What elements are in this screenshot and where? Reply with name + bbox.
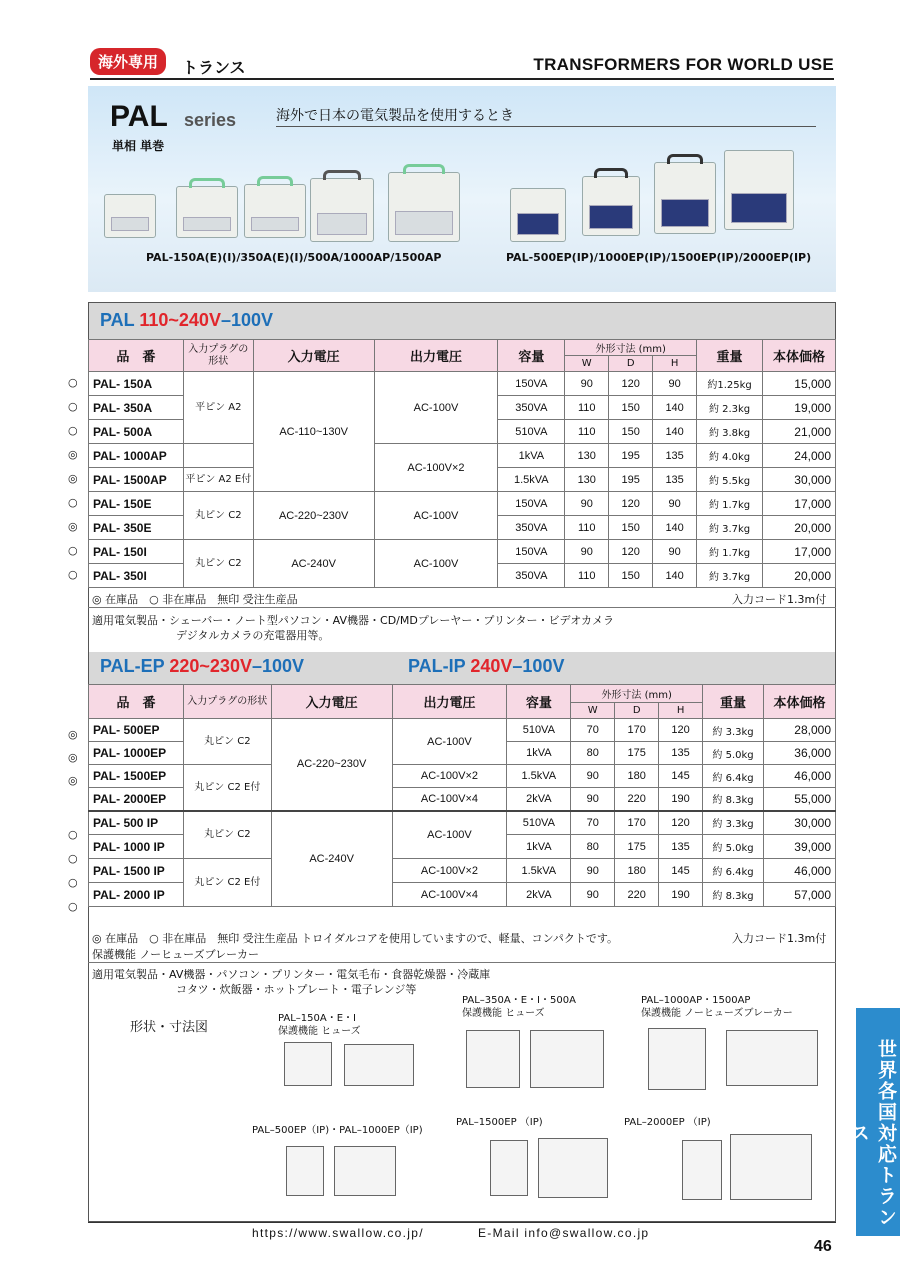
weight-cell: 約 6.4kg <box>703 859 764 883</box>
drawing2-label <box>462 994 576 1020</box>
e-suffix: E付 <box>244 781 261 793</box>
model-cell: PAL- 500 IP <box>89 811 184 835</box>
price-cell: 57,000 <box>764 883 836 907</box>
capacity-cell: 150VA <box>498 492 565 516</box>
model-cell: PAL- 1000EP <box>89 742 184 765</box>
plug-cell: 丸ピン C2 <box>183 540 253 588</box>
w-cell: 70 <box>571 719 615 742</box>
table-row <box>89 492 836 516</box>
category-en: TRANSFORMERS FOR WORLD USE <box>533 55 834 74</box>
series-suffix: series <box>184 110 237 130</box>
section2-cord-note: 入力コード1.3m付 <box>732 932 827 945</box>
w-cell: 80 <box>571 835 615 859</box>
stock-mark: ○ <box>68 544 78 557</box>
banner-subtitle: 海外で日本の電気製品を使用するとき <box>276 108 514 124</box>
section1-title-out: –100V <box>220 310 274 330</box>
plug-cell: 丸ピン C2 <box>183 811 271 859</box>
plug-c2-label: 丸ピン C2 <box>194 877 241 888</box>
model-cell: PAL- 500EP <box>89 719 184 742</box>
plug-cell <box>183 765 271 811</box>
th-input: 入力電圧 <box>271 685 392 719</box>
h-cell: 140 <box>653 564 697 588</box>
product-photo-1500ep <box>654 162 716 234</box>
h-cell: 135 <box>659 835 703 859</box>
footer-rule <box>88 1222 836 1223</box>
h-cell: 90 <box>653 372 697 396</box>
drawing6-title: PAL–2000EP （IP) <box>624 1117 711 1128</box>
input-cell: AC-220~230V <box>271 719 392 811</box>
price-cell: 30,000 <box>763 468 836 492</box>
weight-cell: 約 4.0kg <box>697 444 763 468</box>
table-row <box>89 444 836 468</box>
price-cell: 30,000 <box>764 811 836 835</box>
th-weight: 重量 <box>697 340 763 372</box>
plug-cell-empty <box>183 444 253 468</box>
capacity-cell: 510VA <box>507 719 571 742</box>
overseas-badge: 海外専用 <box>90 48 166 75</box>
d-cell: 180 <box>615 859 659 883</box>
drawing1-label <box>278 1012 361 1038</box>
capacity-cell: 510VA <box>498 420 565 444</box>
price-cell: 21,000 <box>763 420 836 444</box>
transformer-type: 単相 単巻 <box>112 139 165 153</box>
model-cell: PAL- 2000 IP <box>89 883 184 907</box>
drawing4-title: PAL–500EP（IP)・PAL–1000EP（IP) <box>252 1125 423 1136</box>
drawing5-title: PAL–1500EP （IP) <box>456 1117 543 1128</box>
price-cell: 39,000 <box>764 835 836 859</box>
h-cell: 120 <box>659 811 703 835</box>
th-dims: 外形寸法 (mm) <box>565 340 697 356</box>
w-cell: 80 <box>571 742 615 765</box>
table-row <box>89 811 836 835</box>
drawing5-front <box>490 1140 528 1196</box>
h-cell: 140 <box>653 420 697 444</box>
banner-caption-left: PAL-150A(E)(I)/350A(E)(I)/500A/1000AP/1500AP <box>146 251 442 264</box>
d-cell: 195 <box>609 444 653 468</box>
section1-note-rule <box>88 607 836 608</box>
drawing1-protect: 保護機能 ヒューズ <box>278 1026 361 1037</box>
price-cell: 19,000 <box>763 396 836 420</box>
stock-mark: ◎ <box>68 751 78 764</box>
product-photo-150a <box>104 194 156 238</box>
weight-cell: 約 6.4kg <box>703 765 764 788</box>
d-cell: 120 <box>609 372 653 396</box>
capacity-cell: 350VA <box>498 396 565 420</box>
banner-rule <box>276 126 816 127</box>
stock-mark: ◎ <box>68 472 78 485</box>
section2-note-rule <box>88 962 836 963</box>
th-plug: 入力プラグの形状 <box>183 685 271 719</box>
plug-cell <box>183 859 271 907</box>
w-cell: 90 <box>571 788 615 811</box>
section1-title <box>100 310 273 331</box>
output-cell: AC-100V×2 <box>392 765 507 788</box>
h-cell: 140 <box>653 396 697 420</box>
stock-mark: ○ <box>68 496 78 509</box>
weight-cell: 約 1.7kg <box>697 492 763 516</box>
th-h: H <box>653 356 697 372</box>
price-cell: 17,000 <box>763 492 836 516</box>
price-cell: 55,000 <box>764 788 836 811</box>
model-cell: PAL- 150I <box>89 540 184 564</box>
e-suffix: E付 <box>244 877 261 888</box>
e-suffix: E付 <box>234 474 252 485</box>
capacity-cell: 2kVA <box>507 883 571 907</box>
h-cell: 135 <box>653 444 697 468</box>
section1-cord-note: 入力コード1.3m付 <box>732 593 827 606</box>
stock-mark: ◎ <box>68 774 78 787</box>
price-cell: 36,000 <box>764 742 836 765</box>
drawing2-front <box>466 1030 520 1088</box>
drawing3-front <box>648 1028 706 1090</box>
drawing1-title: PAL–150A・E・I <box>278 1013 356 1024</box>
th-output: 出力電圧 <box>374 340 498 372</box>
drawing1-front <box>284 1042 332 1086</box>
th-plug: 入力プラグの形状 <box>183 340 253 372</box>
th-capacity: 容量 <box>507 685 571 719</box>
section1-applicable-1: 適用電気製品・シェーバー・ノート型パソコン・AV機器・CD/MDプレーヤー・プリンター・ビデオカメラ <box>92 614 614 627</box>
stock-mark: ○ <box>68 852 78 865</box>
d-cell: 170 <box>615 719 659 742</box>
weight-cell: 約 5.5kg <box>697 468 763 492</box>
w-cell: 130 <box>565 468 609 492</box>
stock-mark: ◎ <box>68 448 78 461</box>
d-cell: 175 <box>615 835 659 859</box>
model-cell: PAL- 1000AP <box>89 444 184 468</box>
product-photo-500ep <box>510 188 566 242</box>
page-number: 46 <box>814 1238 832 1255</box>
capacity-cell: 1.5kVA <box>507 859 571 883</box>
th-d: D <box>609 356 653 372</box>
section1-table <box>88 339 836 588</box>
table-row <box>89 372 836 396</box>
weight-cell: 約1.25kg <box>697 372 763 396</box>
drawing6-side <box>730 1134 812 1200</box>
th-d: D <box>615 703 659 719</box>
d-cell: 220 <box>615 788 659 811</box>
price-cell: 20,000 <box>763 516 836 540</box>
table-row <box>89 859 836 883</box>
d-cell: 195 <box>609 468 653 492</box>
banner-caption-right: PAL-500EP(IP)/1000EP(IP)/1500EP(IP)/2000EP(IP) <box>506 251 812 264</box>
section1-legend: ◎ 在庫品 ○ 非在庫品 無印 受注生産品 <box>92 593 298 606</box>
model-cell: PAL- 1500 IP <box>89 859 184 883</box>
w-cell: 90 <box>565 492 609 516</box>
h-cell: 145 <box>659 859 703 883</box>
h-cell: 140 <box>653 516 697 540</box>
h-cell: 90 <box>653 540 697 564</box>
output-cell: AC-100V×2 <box>374 444 498 492</box>
price-cell: 20,000 <box>763 564 836 588</box>
h-cell: 190 <box>659 883 703 907</box>
h-cell: 135 <box>653 468 697 492</box>
th-h: H <box>659 703 703 719</box>
stock-mark: ○ <box>68 376 78 389</box>
weight-cell: 約 3.7kg <box>697 564 763 588</box>
header-rule <box>90 78 834 80</box>
product-photo-1000ep <box>582 176 640 236</box>
footer-mail[interactable]: E-Mail info@swallow.co.jp <box>478 1226 650 1240</box>
output-cell: AC-100V <box>374 540 498 588</box>
drawing2-side <box>530 1030 604 1088</box>
drawing3-side <box>726 1030 818 1086</box>
th-input: 入力電圧 <box>253 340 374 372</box>
stock-mark: ◎ <box>68 728 78 741</box>
capacity-cell: 2kVA <box>507 788 571 811</box>
section2-protect: 保護機能 ノーヒューズブレーカー <box>92 948 259 961</box>
model-cell: PAL- 2000EP <box>89 788 184 811</box>
product-photo-2000ep <box>724 150 794 230</box>
stock-mark: ○ <box>68 424 78 437</box>
series-name: PAL <box>110 100 168 133</box>
plug-cell: 丸ピン C2 <box>183 492 253 540</box>
capacity-cell: 1.5kVA <box>498 468 565 492</box>
th-price: 本体価格 <box>764 685 836 719</box>
capacity-cell: 150VA <box>498 372 565 396</box>
weight-cell: 約 8.3kg <box>703 788 764 811</box>
output-cell: AC-100V <box>392 811 507 859</box>
th-dims: 外形寸法 (mm) <box>571 685 703 703</box>
th-w: W <box>571 703 615 719</box>
section2-table <box>88 684 836 907</box>
plug-cell: 丸ピン C2 <box>183 719 271 765</box>
d-cell: 120 <box>609 540 653 564</box>
price-cell: 46,000 <box>764 859 836 883</box>
stock-mark: ○ <box>68 568 78 581</box>
stock-mark: ○ <box>68 828 78 841</box>
d-cell: 120 <box>609 492 653 516</box>
th-price: 本体価格 <box>763 340 836 372</box>
model-cell: PAL- 350I <box>89 564 184 588</box>
w-cell: 110 <box>565 564 609 588</box>
category-jp: トランス <box>182 58 246 77</box>
stock-mark: ○ <box>68 400 78 413</box>
section2-title-ep-name: PAL-EP <box>100 656 165 676</box>
w-cell: 90 <box>565 372 609 396</box>
w-cell: 90 <box>571 883 615 907</box>
product-photo-1000ap <box>310 178 374 242</box>
side-index-tab: 世界各国対応トランス <box>856 1008 900 1236</box>
w-cell: 90 <box>571 765 615 788</box>
weight-cell: 約 3.8kg <box>697 420 763 444</box>
h-cell: 90 <box>653 492 697 516</box>
drawing2-protect: 保護機能 ヒューズ <box>462 1008 545 1019</box>
weight-cell: 約 5.0kg <box>703 742 764 765</box>
section2-title-ip-out: –100V <box>512 656 565 676</box>
th-model: 品 番 <box>89 340 184 372</box>
d-cell: 150 <box>609 516 653 540</box>
output-cell: AC-100V <box>374 492 498 540</box>
table-row <box>89 765 836 788</box>
plug-cell <box>183 468 253 492</box>
product-photo-1500ap <box>388 172 460 242</box>
capacity-cell: 1kVA <box>498 444 565 468</box>
d-cell: 170 <box>615 811 659 835</box>
stock-mark: ○ <box>68 876 78 889</box>
input-cell: AC-240V <box>271 811 392 907</box>
product-photo-350a <box>176 186 238 238</box>
plug-cell: 平ピン A2 <box>183 372 253 444</box>
drawings-heading: 形状・寸法図 <box>130 1020 209 1035</box>
plug-c2-label: 丸ピン C2 <box>194 781 241 793</box>
th-weight: 重量 <box>703 685 764 719</box>
input-cell: AC-110~130V <box>253 372 374 492</box>
output-cell: AC-100V×2 <box>392 859 507 883</box>
th-capacity: 容量 <box>498 340 565 372</box>
weight-cell: 約 3.3kg <box>703 719 764 742</box>
product-photo-500a <box>244 184 306 238</box>
capacity-cell: 1kVA <box>507 742 571 765</box>
model-cell: PAL- 1500AP <box>89 468 184 492</box>
drawing5-side <box>538 1138 608 1198</box>
section2-title-ep <box>100 656 304 677</box>
d-cell: 220 <box>615 883 659 907</box>
w-cell: 110 <box>565 516 609 540</box>
model-cell: PAL- 350E <box>89 516 184 540</box>
price-cell: 24,000 <box>763 444 836 468</box>
drawing2-title: PAL–350A・E・I・500A <box>462 995 576 1006</box>
d-cell: 150 <box>609 396 653 420</box>
footer-url[interactable]: https://www.swallow.co.jp/ <box>252 1226 424 1240</box>
section2-title-ep-out: –100V <box>251 656 305 676</box>
weight-cell: 約 1.7kg <box>697 540 763 564</box>
th-output: 出力電圧 <box>392 685 507 719</box>
drawing4-side <box>334 1146 396 1196</box>
capacity-cell: 350VA <box>498 564 565 588</box>
drawing4-front <box>286 1146 324 1196</box>
output-cell: AC-100V×4 <box>392 788 507 811</box>
capacity-cell: 1kVA <box>507 835 571 859</box>
section2-legend: ◎ 在庫品 ○ 非在庫品 無印 受注生産品 トロイダルコアを使用していますので、軽量、コンパクトです。 <box>92 932 618 945</box>
section1-title-range: 110~240V <box>139 310 221 330</box>
capacity-cell: 150VA <box>498 540 565 564</box>
weight-cell: 約 2.3kg <box>697 396 763 420</box>
model-cell: PAL- 150E <box>89 492 184 516</box>
section2-applicable-1: 適用電気製品・AV機器・パソコン・プリンター・電気毛布・食器乾燥器・冷蔵庫 <box>92 968 491 981</box>
table-row <box>89 719 836 742</box>
section1-applicable-2: デジタルカメラの充電器用等。 <box>176 629 330 642</box>
th-model: 品 番 <box>89 685 184 719</box>
output-cell: AC-100V <box>374 372 498 444</box>
section2-title-ip <box>408 656 564 677</box>
stock-mark: ◎ <box>68 520 78 533</box>
input-cell: AC-240V <box>253 540 374 588</box>
model-cell: PAL- 150A <box>89 372 184 396</box>
plug-a2e-label: 平ピン A2 <box>185 474 232 485</box>
price-cell: 17,000 <box>763 540 836 564</box>
table-row <box>89 540 836 564</box>
output-cell: AC-100V×4 <box>392 883 507 907</box>
drawing3-label <box>641 994 793 1020</box>
h-cell: 120 <box>659 719 703 742</box>
weight-cell: 約 5.0kg <box>703 835 764 859</box>
capacity-cell: 510VA <box>507 811 571 835</box>
weight-cell: 約 8.3kg <box>703 883 764 907</box>
drawing6-front <box>682 1140 722 1200</box>
price-cell: 46,000 <box>764 765 836 788</box>
input-cell: AC-220~230V <box>253 492 374 540</box>
d-cell: 150 <box>609 564 653 588</box>
w-cell: 130 <box>565 444 609 468</box>
weight-cell: 約 3.7kg <box>697 516 763 540</box>
w-cell: 90 <box>565 540 609 564</box>
model-cell: PAL- 1000 IP <box>89 835 184 859</box>
output-cell: AC-100V <box>392 719 507 765</box>
d-cell: 150 <box>609 420 653 444</box>
h-cell: 190 <box>659 788 703 811</box>
section2-applicable-2: コタツ・炊飯器・ホットプレート・電子レンジ等 <box>176 983 417 996</box>
price-cell: 15,000 <box>763 372 836 396</box>
d-cell: 175 <box>615 742 659 765</box>
w-cell: 110 <box>565 420 609 444</box>
h-cell: 145 <box>659 765 703 788</box>
w-cell: 90 <box>571 859 615 883</box>
th-w: W <box>565 356 609 372</box>
drawing3-title: PAL–1000AP・1500AP <box>641 995 751 1006</box>
capacity-cell: 1.5kVA <box>507 765 571 788</box>
weight-cell: 約 3.3kg <box>703 811 764 835</box>
drawing3-protect: 保護機能 ノーヒューズブレーカー <box>641 1008 793 1019</box>
section2-title-ip-range: 240V <box>470 656 513 676</box>
capacity-cell: 350VA <box>498 516 565 540</box>
section2-title-ip-name: PAL-IP <box>408 656 466 676</box>
model-cell: PAL- 350A <box>89 396 184 420</box>
section1-title-pal: PAL <box>100 310 135 330</box>
w-cell: 110 <box>565 396 609 420</box>
stock-mark: ○ <box>68 900 78 913</box>
d-cell: 180 <box>615 765 659 788</box>
model-cell: PAL- 1500EP <box>89 765 184 788</box>
price-cell: 28,000 <box>764 719 836 742</box>
model-cell: PAL- 500A <box>89 420 184 444</box>
drawing1-side <box>344 1044 414 1086</box>
section2-title-ep-range: 220~230V <box>169 656 252 676</box>
w-cell: 70 <box>571 811 615 835</box>
h-cell: 135 <box>659 742 703 765</box>
